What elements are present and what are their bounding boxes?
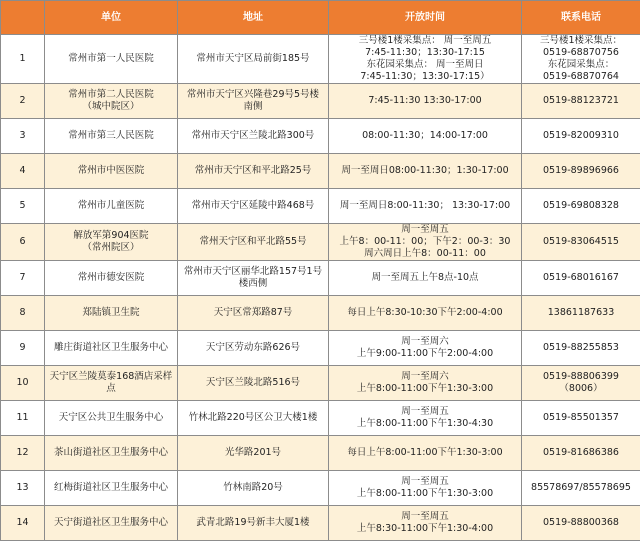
- address-cell: [178, 84, 329, 119]
- address-cell: [178, 189, 329, 224]
- address-line: 常州市天宁区丽华北路157号1号: [180, 266, 326, 278]
- row-index-cell: 1: [1, 35, 45, 84]
- address-line: 常州市天宁区兴隆巷29号5号楼: [180, 89, 326, 101]
- hours-line: 周一至周五上午8点-10点: [331, 272, 519, 284]
- unit-cell: [45, 506, 178, 541]
- unit-cell: [45, 331, 178, 366]
- hours-line: 上午8:00-11:00下午1:30-3:00: [331, 488, 519, 500]
- hours-line: 上午8：00-11：00；下午2：00-3：30: [331, 236, 519, 248]
- table-row: [1, 224, 640, 261]
- hours-line: 周六周日上午8：00-11：00: [331, 248, 519, 260]
- address-line: 竹林南路20号: [180, 482, 326, 494]
- phone-cell: [522, 35, 640, 84]
- address-line: 常州市天宁区兰陵北路300号: [180, 130, 326, 142]
- address-cell: [178, 261, 329, 296]
- header-hours: 开放时间: [329, 1, 522, 35]
- unit-cell: [45, 35, 178, 84]
- unit-line: 茶山街道社区卫生服务中心: [47, 447, 175, 459]
- hours-cell: [329, 35, 522, 84]
- unit-cell: [45, 84, 178, 119]
- address-line: 天宁区常郑路87号: [180, 307, 326, 319]
- unit-line: 解放军第904医院: [47, 230, 175, 242]
- address-line: 常州市天宁区和平北路25号: [180, 165, 326, 177]
- address-cell: [178, 506, 329, 541]
- address-line: 天宁区兰陵北路516号: [180, 377, 326, 389]
- table-row: [1, 261, 640, 296]
- address-cell: [178, 471, 329, 506]
- unit-cell: [45, 119, 178, 154]
- phone-cell: [522, 401, 640, 436]
- address-line: 竹林北路220号区公卫大楼1楼: [180, 412, 326, 424]
- address-line: 常州市天宁区局前街185号: [180, 53, 326, 65]
- row-index-cell: 14: [1, 506, 45, 541]
- address-line: 光华路201号: [180, 447, 326, 459]
- hours-cell: [329, 84, 522, 119]
- hours-line: 上午8:00-11:00下午1:30-4:30: [331, 418, 519, 430]
- header-index: [1, 1, 45, 35]
- phone-line: 0519-81686386: [524, 447, 638, 459]
- table-body: [1, 35, 640, 541]
- hours-line: 每日上午8:30-10:30下午2:00-4:00: [331, 307, 519, 319]
- address-line: 常州天宁区和平北路55号: [180, 236, 326, 248]
- hours-line: 周一至周日8:00-11:30； 13:30-17:00: [331, 200, 519, 212]
- address-cell: [178, 366, 329, 401]
- address-cell: [178, 401, 329, 436]
- row-index-cell: 7: [1, 261, 45, 296]
- table-row: [1, 506, 640, 541]
- address-cell: [178, 296, 329, 331]
- address-cell: [178, 119, 329, 154]
- row-index-cell: 11: [1, 401, 45, 436]
- unit-line: 常州市第一人民医院: [47, 53, 175, 65]
- unit-line: 常州市儿童医院: [47, 200, 175, 212]
- table-header-row: [1, 1, 640, 35]
- phone-cell: [522, 471, 640, 506]
- hours-line: 周一至周五: [331, 406, 519, 418]
- hours-cell: [329, 401, 522, 436]
- phone-cell: [522, 84, 640, 119]
- row-index-cell: 3: [1, 119, 45, 154]
- row-index-cell: 13: [1, 471, 45, 506]
- table-row: [1, 436, 640, 471]
- table-row: [1, 189, 640, 224]
- phone-cell: [522, 506, 640, 541]
- phone-cell: [522, 296, 640, 331]
- hours-cell: [329, 224, 522, 261]
- row-index-cell: 5: [1, 189, 45, 224]
- phone-line: 0519-88255853: [524, 342, 638, 354]
- phone-line: 0519-89896966: [524, 165, 638, 177]
- unit-line: 点: [47, 383, 175, 395]
- phone-line: 0519-82009310: [524, 130, 638, 142]
- phone-line: 三号楼1楼采集点：: [524, 35, 638, 47]
- phone-line: 0519-69808328: [524, 200, 638, 212]
- unit-cell: [45, 189, 178, 224]
- hours-line: 上午9:00-11:00下午2:00-4:00: [331, 348, 519, 360]
- phone-line: 东花园采集点：: [524, 59, 638, 71]
- hours-cell: [329, 119, 522, 154]
- header-phone: 联系电话: [522, 1, 640, 35]
- hours-line: 上午8:30-11:00下午1:30-4:00: [331, 523, 519, 535]
- hours-cell: [329, 436, 522, 471]
- unit-line: 常州市中医医院: [47, 165, 175, 177]
- hours-line: 上午8:00-11:00下午1:30-3:00: [331, 383, 519, 395]
- hours-line: 周一至周日08:00-11:30；1:30-17:00: [331, 165, 519, 177]
- hours-line: 周一至周五: [331, 476, 519, 488]
- unit-line: 常州市第二人民医院: [47, 89, 175, 101]
- hours-cell: [329, 331, 522, 366]
- row-index-cell: 4: [1, 154, 45, 189]
- address-cell: [178, 35, 329, 84]
- hours-line: 每日上午8:00-11:00下午1:30-3:00: [331, 447, 519, 459]
- row-index-cell: 12: [1, 436, 45, 471]
- phone-line: 0519-88123721: [524, 95, 638, 107]
- phone-cell: [522, 331, 640, 366]
- row-index-cell: 9: [1, 331, 45, 366]
- unit-line: 红梅街道社区卫生服务中心: [47, 482, 175, 494]
- table-row: [1, 366, 640, 401]
- unit-cell: [45, 154, 178, 189]
- table-row: [1, 35, 640, 84]
- phone-cell: [522, 224, 640, 261]
- unit-cell: [45, 401, 178, 436]
- unit-line: （常州院区）: [47, 242, 175, 254]
- address-cell: [178, 331, 329, 366]
- phone-line: 0519-88806399: [524, 371, 638, 383]
- phone-cell: [522, 119, 640, 154]
- unit-cell: [45, 471, 178, 506]
- table-row: [1, 154, 640, 189]
- hours-line: 周一至周六: [331, 371, 519, 383]
- unit-line: 郑陆镇卫生院: [47, 307, 175, 319]
- hours-line: 08:00-11:30；14:00-17:00: [331, 130, 519, 142]
- phone-line: 0519-85501357: [524, 412, 638, 424]
- hours-cell: [329, 366, 522, 401]
- hours-cell: [329, 189, 522, 224]
- header-address: 地址: [178, 1, 329, 35]
- phone-line: （8006）: [524, 383, 638, 395]
- address-line: 楼西侧: [180, 278, 326, 290]
- hours-line: 7:45-11:30；13:30-17:15: [331, 47, 519, 59]
- hours-line: 周一至周五: [331, 511, 519, 523]
- row-index-cell: 6: [1, 224, 45, 261]
- hours-line: 7:45-11:30 13:30-17:00: [331, 95, 519, 107]
- table-row: [1, 84, 640, 119]
- address-line: 武青北路19号新丰大厦1楼: [180, 517, 326, 529]
- table-row: [1, 471, 640, 506]
- table-row: [1, 119, 640, 154]
- phone-cell: [522, 436, 640, 471]
- address-cell: [178, 436, 329, 471]
- hours-cell: [329, 261, 522, 296]
- address-cell: [178, 154, 329, 189]
- header-unit: 单位: [45, 1, 178, 35]
- unit-cell: [45, 296, 178, 331]
- phone-line: 13861187633: [524, 307, 638, 319]
- hours-cell: [329, 506, 522, 541]
- address-line: 常州市天宁区延陵中路468号: [180, 200, 326, 212]
- row-index-cell: 8: [1, 296, 45, 331]
- hours-cell: [329, 296, 522, 331]
- phone-cell: [522, 261, 640, 296]
- phone-cell: [522, 189, 640, 224]
- row-index-cell: 2: [1, 84, 45, 119]
- row-index-cell: 10: [1, 366, 45, 401]
- unit-line: 天宁区公共卫生服务中心: [47, 412, 175, 424]
- table-row: [1, 401, 640, 436]
- phone-cell: [522, 366, 640, 401]
- hours-line: 三号楼1楼采集点： 周一至周五: [331, 35, 519, 47]
- address-line: 南侧: [180, 101, 326, 113]
- phone-line: 0519-83064515: [524, 236, 638, 248]
- unit-line: 雕庄街道社区卫生服务中心: [47, 342, 175, 354]
- unit-line: 天宁区兰陵莫泰168酒店采样: [47, 371, 175, 383]
- unit-cell: [45, 436, 178, 471]
- address-line: 天宁区劳动东路626号: [180, 342, 326, 354]
- unit-line: 常州市第三人民医院: [47, 130, 175, 142]
- hours-line: 周一至周五: [331, 224, 519, 236]
- phone-line: 0519-68870764: [524, 71, 638, 83]
- unit-cell: [45, 224, 178, 261]
- address-cell: [178, 224, 329, 261]
- unit-line: （城中院区）: [47, 101, 175, 113]
- hours-line: 周一至周六: [331, 336, 519, 348]
- phone-line: 0519-88800368: [524, 517, 638, 529]
- unit-cell: [45, 261, 178, 296]
- hours-line: 7:45-11:30；13:30-17:15）: [331, 71, 519, 83]
- phone-cell: [522, 154, 640, 189]
- table-row: [1, 296, 640, 331]
- table-row: [1, 331, 640, 366]
- hours-line: 东花园采集点： 周一至周日: [331, 59, 519, 71]
- unit-cell: [45, 366, 178, 401]
- phone-line: 0519-68016167: [524, 272, 638, 284]
- unit-line: 天宁街道社区卫生服务中心: [47, 517, 175, 529]
- phone-line: 0519-68870756: [524, 47, 638, 59]
- unit-line: 常州市德安医院: [47, 272, 175, 284]
- hours-cell: [329, 471, 522, 506]
- hours-cell: [329, 154, 522, 189]
- phone-line: 85578697/85578695: [524, 482, 638, 494]
